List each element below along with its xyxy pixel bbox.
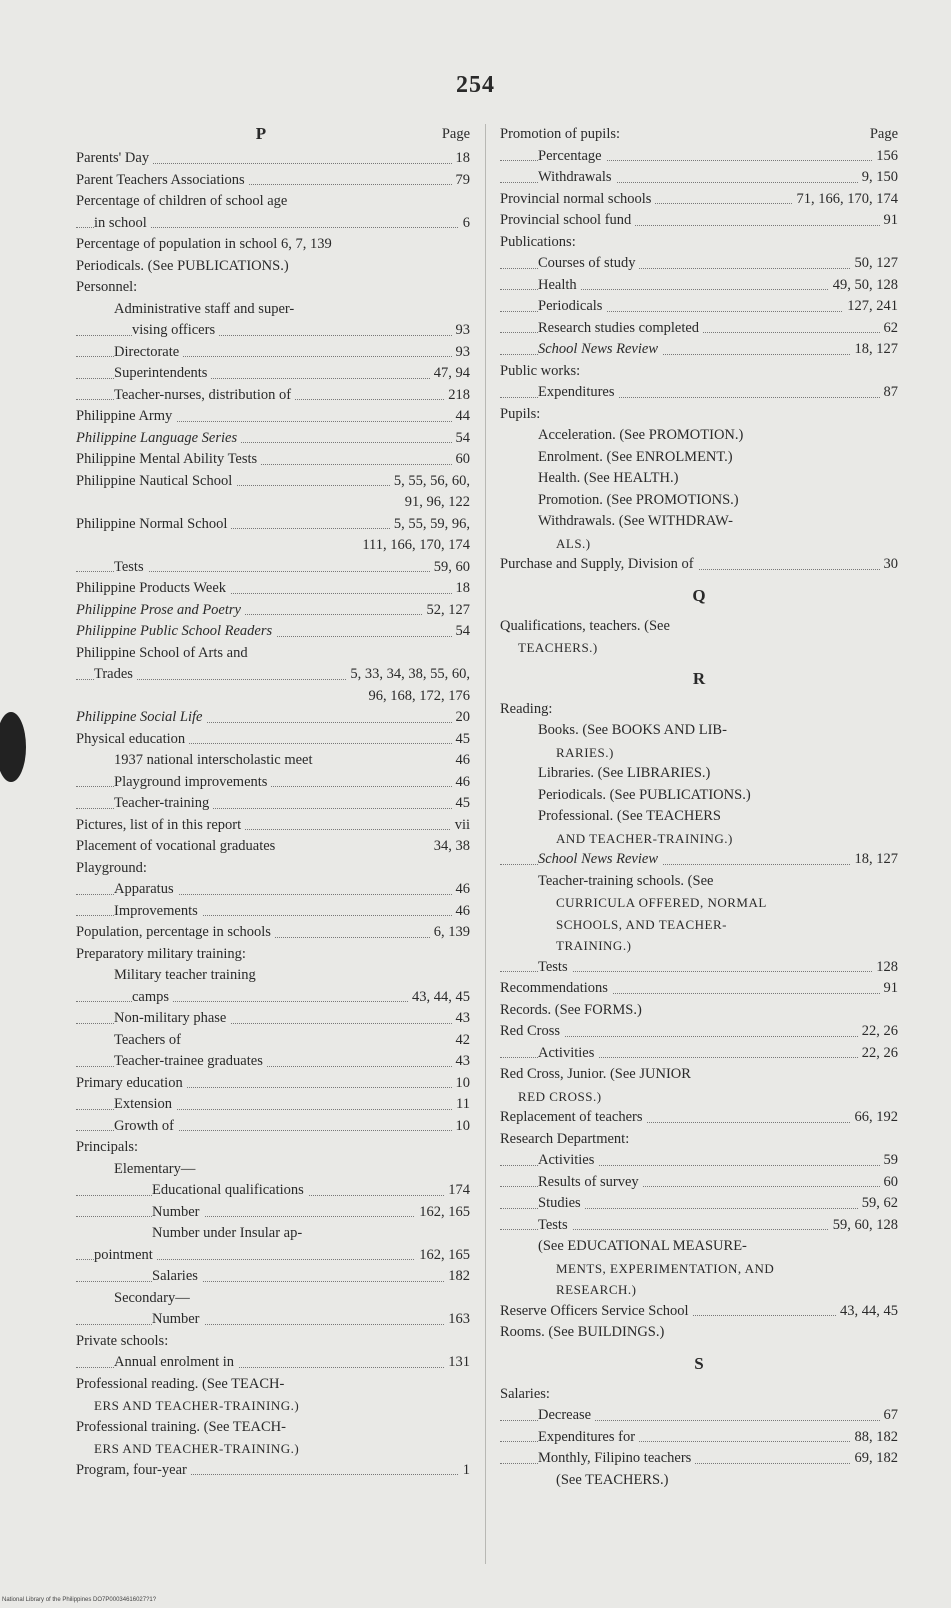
- index-entry: TEACHERS.): [500, 637, 898, 659]
- column-divider: [485, 124, 486, 1564]
- index-entry: Philippine Public School Readers 54: [76, 621, 470, 643]
- index-entry: Philippine Army 44: [76, 406, 470, 428]
- index-entry: Principals:: [76, 1137, 470, 1159]
- index-entry: Directorate 93: [76, 342, 470, 364]
- section-letter: Q: [692, 585, 706, 605]
- index-entry: Decrease 67: [500, 1405, 898, 1427]
- index-entry: Administrative staff and super-: [76, 299, 470, 321]
- index-entry: Placement of vocational graduates 34, 38: [76, 836, 470, 858]
- index-entry: Periodicals. (See PUBLICATIONS.): [76, 256, 470, 278]
- index-entry: Health 49, 50, 128: [500, 275, 898, 297]
- index-entry: Non-military phase 43: [76, 1008, 470, 1030]
- index-entry: Philippine Social Life 20: [76, 707, 470, 729]
- index-entry: Superintendents 47, 94: [76, 363, 470, 385]
- index-entry: Growth of 10: [76, 1116, 470, 1138]
- index-entry: Activities 59: [500, 1150, 898, 1172]
- index-entry: Philippine Normal School 5, 55, 59, 96,: [76, 514, 470, 536]
- index-entry: Philippine Nautical School 5, 55, 56, 60,: [76, 471, 470, 493]
- index-entry: Public works:: [500, 361, 898, 383]
- index-entry: (See EDUCATIONAL MEASURE-: [500, 1236, 898, 1258]
- index-entry: Number 162, 165: [76, 1202, 470, 1224]
- index-entry: Military teacher training: [76, 965, 470, 987]
- index-entry: Playground improvements 46: [76, 772, 470, 794]
- index-entry: Teacher-trainee graduates 43: [76, 1051, 470, 1073]
- index-entry: Provincial school fund 91: [500, 210, 898, 232]
- index-entry: Personnel:: [76, 277, 470, 299]
- index-entry: Replacement of teachers 66, 192: [500, 1107, 898, 1129]
- index-entry: MENTS, EXPERIMENTATION, AND: [500, 1258, 898, 1280]
- index-entry: Studies 59, 62: [500, 1193, 898, 1215]
- index-column-left: [76, 124, 470, 1481]
- index-entry: Tests 59, 60: [76, 557, 470, 579]
- index-entry: Expenditures 87: [500, 382, 898, 404]
- index-entry: Professional reading. (See TEACH-: [76, 1374, 470, 1396]
- index-entry: Libraries. (See LIBRARIES.): [500, 763, 898, 785]
- index-entry: Professional training. (See TEACH-: [76, 1417, 470, 1439]
- index-entry: Secondary—: [76, 1288, 470, 1310]
- index-entry: Pupils:: [500, 404, 898, 426]
- index-entry: Elementary—: [76, 1159, 470, 1181]
- index-entry: ERS AND TEACHER-TRAINING.): [76, 1438, 470, 1460]
- index-entry: Monthly, Filipino teachers 69, 182: [500, 1448, 898, 1470]
- index-entry: CURRICULA OFFERED, NORMAL: [500, 892, 898, 914]
- index-entry: Activities 22, 26: [500, 1043, 898, 1065]
- scan-credit: National Library of the Philippines DO7P00034616027?1?: [2, 1597, 157, 1603]
- index-entry: Salaries 182: [76, 1266, 470, 1288]
- index-entry: Enrolment. (See ENROLMENT.): [500, 447, 898, 469]
- index-entry: Percentage of population in school 6, 7, 139: [76, 234, 470, 256]
- index-entry: Promotion of pupils: Page: [500, 124, 898, 146]
- index-entry: SCHOOLS, AND TEACHER-: [500, 914, 898, 936]
- index-entry: Improvements 46: [76, 901, 470, 923]
- index-entry: Philippine Language Series 54: [76, 428, 470, 450]
- index-entry: Professional. (See TEACHERS: [500, 806, 898, 828]
- index-entry: ALS.): [500, 533, 898, 555]
- index-entry: Books. (See BOOKS AND LIB-: [500, 720, 898, 742]
- section-header-p: [76, 124, 470, 148]
- page-column-label: Page: [866, 124, 898, 146]
- index-entry: Playground:: [76, 858, 470, 880]
- index-entry: Educational qualifications 174: [76, 1180, 470, 1202]
- index-entry: Teacher-nurses, distribution of 218: [76, 385, 470, 407]
- index-entry: vising officers 93: [76, 320, 470, 342]
- index-entry: Private schools:: [76, 1331, 470, 1353]
- index-entry: Salaries:: [500, 1384, 898, 1406]
- index-entry: Teacher-training 45: [76, 793, 470, 815]
- index-entry: Periodicals 127, 241: [500, 296, 898, 318]
- index-column-right: [500, 124, 898, 1491]
- index-entry: Parent Teachers Associations 79: [76, 170, 470, 192]
- index-entry: Tests 128: [500, 957, 898, 979]
- index-entry: Expenditures for 88, 182: [500, 1427, 898, 1449]
- index-entry: Research studies completed 62: [500, 318, 898, 340]
- index-entry: Primary education 10: [76, 1073, 470, 1095]
- index-entry: Periodicals. (See PUBLICATIONS.): [500, 785, 898, 807]
- index-entry: Parents' Day 18: [76, 148, 470, 170]
- index-entry: Program, four-year 1: [76, 1460, 470, 1482]
- index-entry: Teacher-training schools. (See: [500, 871, 898, 893]
- index-entry: Research Department:: [500, 1129, 898, 1151]
- index-entry: Percentage 156: [500, 146, 898, 168]
- index-entry: Teachers of 42: [76, 1030, 470, 1052]
- index-entry: Red Cross 22, 26: [500, 1021, 898, 1043]
- index-entry: 1937 national interscholastic meet 46: [76, 750, 470, 772]
- index-entry: Percentage of children of school age: [76, 191, 470, 213]
- index-entry: Red Cross, Junior. (See JUNIOR: [500, 1064, 898, 1086]
- index-entry: Number 163: [76, 1309, 470, 1331]
- index-entry: Rooms. (See BUILDINGS.): [500, 1322, 898, 1344]
- index-entry: Annual enrolment in 131: [76, 1352, 470, 1374]
- index-entry: camps 43, 44, 45: [76, 987, 470, 1009]
- index-entry: Preparatory military training:: [76, 944, 470, 966]
- index-entry: Acceleration. (See PROMOTION.): [500, 425, 898, 447]
- scan-smudge: [0, 712, 26, 782]
- index-entry: Philippine Products Week 18: [76, 578, 470, 600]
- index-entry: pointment 162, 165: [76, 1245, 470, 1267]
- index-entry: Trades 5, 33, 34, 38, 55, 60,: [76, 664, 470, 686]
- index-entry: Records. (See FORMS.): [500, 1000, 898, 1022]
- section-letter: S: [694, 1353, 704, 1373]
- index-entry: Philippine Mental Ability Tests 60: [76, 449, 470, 471]
- index-entry: Number under Insular ap-: [76, 1223, 470, 1245]
- index-entry: Qualifications, teachers. (See: [500, 616, 898, 638]
- index-entry: Extension 11: [76, 1094, 470, 1116]
- index-entry: Courses of study 50, 127: [500, 253, 898, 275]
- index-entry: Physical education 45: [76, 729, 470, 751]
- index-entry: Results of survey 60: [500, 1172, 898, 1194]
- index-entry: Reading:: [500, 699, 898, 721]
- index-entry: ERS AND TEACHER-TRAINING.): [76, 1395, 470, 1417]
- index-entry: School News Review 18, 127: [500, 339, 898, 361]
- index-entry: Philippine Prose and Poetry 52, 127: [76, 600, 470, 622]
- section-letter: R: [692, 668, 706, 688]
- index-entry: Recommendations 91: [500, 978, 898, 1000]
- index-entry: Provincial normal schools 71, 166, 170, 174: [500, 189, 898, 211]
- index-entry: Pictures, list of in this report vii: [76, 815, 470, 837]
- index-entry: RESEARCH.): [500, 1279, 898, 1301]
- index-entry: Health. (See HEALTH.): [500, 468, 898, 490]
- index-entry: Population, percentage in schools 6, 139: [76, 922, 470, 944]
- index-entry: 96, 168, 172, 176: [368, 687, 470, 704]
- index-entry: School News Review 18, 127: [500, 849, 898, 871]
- index-entry: 111, 166, 170, 174: [362, 537, 470, 553]
- index-entry: Reserve Officers Service School 43, 44, 45: [500, 1301, 898, 1323]
- section-letter: P: [255, 124, 267, 143]
- index-entry: Withdrawals. (See WITHDRAW-: [500, 511, 898, 533]
- index-entry: Apparatus 46: [76, 879, 470, 901]
- index-entry: Philippine School of Arts and: [76, 643, 470, 665]
- index-entry: (See TEACHERS.): [500, 1470, 898, 1492]
- page-number: 254: [456, 72, 495, 98]
- index-entry: Tests 59, 60, 128: [500, 1215, 898, 1237]
- index-entry: AND TEACHER-TRAINING.): [500, 828, 898, 850]
- page-column-label: Page: [441, 126, 470, 142]
- index-entry: RARIES.): [500, 742, 898, 764]
- index-entry: Withdrawals 9, 150: [500, 167, 898, 189]
- index-entry: 91, 96, 122: [404, 494, 470, 510]
- index-entry: Purchase and Supply, Division of 30: [500, 554, 898, 576]
- index-entry: in school 6: [76, 213, 470, 235]
- index-entry: RED CROSS.): [500, 1086, 898, 1108]
- index-entry: Promotion. (See PROMOTIONS.): [500, 490, 898, 512]
- index-entry: Publications:: [500, 232, 898, 254]
- index-entry: TRAINING.): [500, 935, 898, 957]
